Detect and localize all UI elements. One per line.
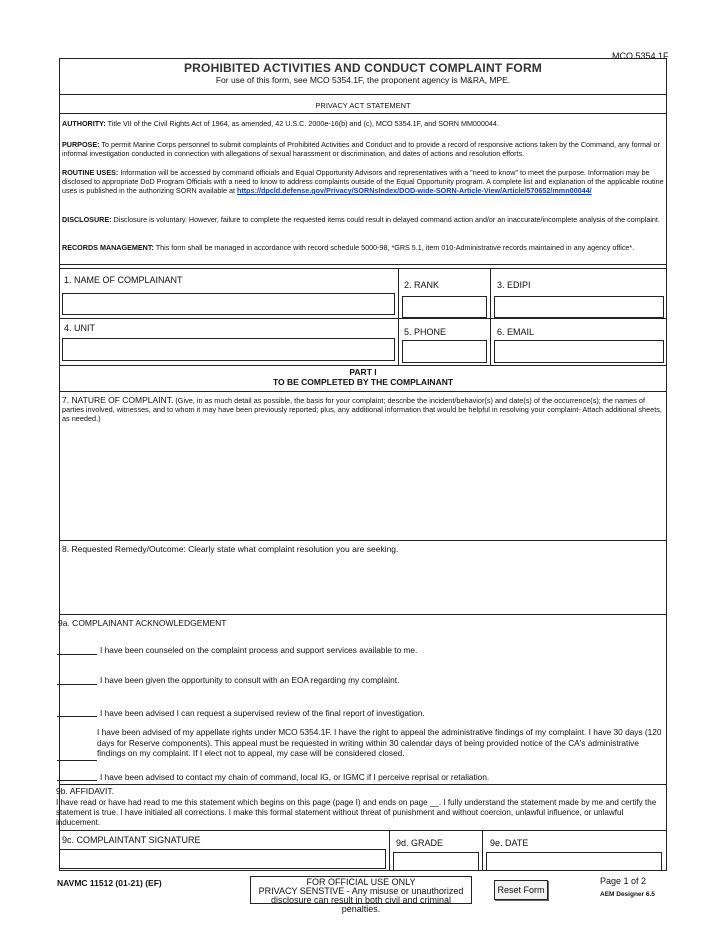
unit-input[interactable] xyxy=(62,338,395,361)
divider xyxy=(59,113,667,114)
affidavit-text: I have read or have had read to me this statement which begins on this page (page I) and ends on page __. I fully understand the statement made by me and certify the statement is true. I have initialed all corrections. I make this formal statement without threat of punishment and without coercion, unlawful influence, or unlawful inducement. xyxy=(56,798,657,827)
form-number-top: MCO 5354.1F xyxy=(612,51,669,61)
divider xyxy=(59,830,667,831)
ack-item-2: I have been given the opportunity to consult with an EOA regarding my complaint. xyxy=(100,675,400,685)
purpose-paragraph xyxy=(62,140,664,158)
divider xyxy=(59,365,667,366)
nature-label: 7. NATURE OF COMPLAINT. xyxy=(62,395,174,405)
form-subtitle: For use of this form, see MCO 5354.1F, the proponent agency is M&RA, MPE. xyxy=(215,75,511,85)
edipi-input[interactable] xyxy=(494,296,664,318)
part-heading xyxy=(59,367,667,387)
privacy-heading: PRIVACY ACT STATEMENT xyxy=(315,101,411,110)
acknowledgement-heading: 9a. COMPLAINANT ACKNOWLEDGEMENT xyxy=(58,618,227,628)
purpose-label: PURPOSE: xyxy=(62,140,100,149)
fouo-line-2: PRIVACY SENSTIVE - Any misuse or unauthorized xyxy=(258,886,464,896)
date-input[interactable] xyxy=(486,852,662,871)
remedy-textarea[interactable] xyxy=(62,558,666,616)
disclosure-text: Disclosure is voluntary. However, failure to complete the requested items could result in delayed command action and/or an inaccurate/incomplete analysis of the complaint. xyxy=(113,215,660,224)
fouo-line-3: disclosure can result in both civil and criminal penalties. xyxy=(270,895,452,914)
phone-input[interactable] xyxy=(402,340,487,363)
initial-blank-2[interactable] xyxy=(57,684,97,685)
column-divider xyxy=(482,830,483,871)
nature-paragraph xyxy=(62,396,664,423)
divider xyxy=(59,391,667,392)
nature-textarea[interactable] xyxy=(62,426,666,542)
divider xyxy=(59,268,667,269)
part-instruction: TO BE COMPLETED BY THE COMPLAINANT xyxy=(272,377,454,387)
divider xyxy=(59,614,667,615)
page-number: Page 1 of 2 xyxy=(600,876,647,886)
initial-blank-3[interactable] xyxy=(57,716,97,717)
initial-blank-4[interactable] xyxy=(57,760,97,761)
fouo-notice xyxy=(250,876,472,914)
divider xyxy=(59,264,667,265)
email-input[interactable] xyxy=(494,340,664,363)
grade-label: 9d. GRADE xyxy=(396,838,444,848)
form-id: NAVMC 11512 (01-21) (EF) xyxy=(57,878,162,888)
reset-form-button[interactable]: Reset Form xyxy=(494,880,548,900)
divider xyxy=(59,94,667,95)
designer-label: AEM Designer 6.5 xyxy=(600,891,655,898)
signature-field[interactable] xyxy=(59,849,386,869)
name-label: 1. NAME OF COMPLAINANT xyxy=(64,275,183,285)
authority-text: Title VII of the Civil Rights Act of 1964, as amended, 42 U.S.C. 2000e-16(b) and (c), MCO 5354.1F, and SORN MM000044. xyxy=(107,119,499,128)
records-paragraph xyxy=(62,243,664,252)
column-divider xyxy=(398,268,399,365)
sorn-link[interactable]: https://dpcld.defense.gov/Privacy/SORNsIndex/DOD-wide-SORN-Article-View/Article/570652/mmn00044/ xyxy=(237,186,592,195)
grade-input[interactable] xyxy=(393,852,479,871)
affidavit-heading: 9b. AFFIDAVIT. xyxy=(56,786,114,796)
ack-item-5: I have been advised to contact my chain of command, local IG, or IGMC if I perceive reprisal or retaliation. xyxy=(100,772,490,782)
disclosure-paragraph xyxy=(62,215,664,224)
nature-instructions: (Give, in as much detail as possible, the basis for your complaint; describe the incident/behavior(s) and date(s) of the occurrence(s); the names of parties involved, witnesses, and to whom it may have been previously reported; plus, any additional information that would be helpful in resolving your complaint- Attach additional sheets, as needed.) xyxy=(62,396,662,423)
phone-label: 5. PHONE xyxy=(404,327,447,337)
divider xyxy=(59,318,667,319)
unit-label: 4. UNIT xyxy=(64,323,96,333)
initial-blank-1[interactable] xyxy=(57,654,97,655)
name-input[interactable] xyxy=(62,293,395,315)
divider xyxy=(59,784,667,785)
remedy-label: 8. Requested Remedy/Outcome: Clearly state what complaint resolution you are seeking. xyxy=(62,544,399,554)
signature-label: 9c. COMPLAINTANT SIGNATURE xyxy=(62,835,201,845)
disclosure-label: DISCLOSURE: xyxy=(62,215,112,224)
column-divider xyxy=(490,268,491,365)
date-label: 9e. DATE xyxy=(490,838,529,848)
authority-label: AUTHORITY: xyxy=(62,119,106,128)
rank-label: 2. RANK xyxy=(404,280,440,290)
purpose-text: To permit Marine Corps personnel to submit complaints of Prohibited Activities and Conduct and to provide a record of responsive actions taken by the Command, any formal or informal investigation conducted in connection with allegations of sexual harassment or discrimination, and dates of actions and resolution efforts. xyxy=(62,140,660,158)
part-number: PART I xyxy=(349,367,377,377)
edipi-label: 3. EDIPI xyxy=(497,280,531,290)
routine-label: ROUTINE USES: xyxy=(62,168,119,177)
ack-item-3: I have been advised I can request a supervised review of the final report of investigation. xyxy=(100,708,425,718)
records-label: RECORDS MANAGEMENT: xyxy=(62,243,154,252)
ack-item-4: I have been advised of my appellate rights under MCO 5354.1F. I have the right to appeal the administrative findings of my complaint. I have 30 days (120 days for Reserve components). This appeal must be requested in writing within 30 calendar days of being provided notice of the CA's administrative findings on my complaint. If I elect not to appeal, my case will be considered closed. xyxy=(97,727,662,758)
divider xyxy=(59,540,667,541)
routine-text: Information will be accessed by command officials and Equal Opportunity Advisors and representatives with a "need to know" to meet the purpose. Information may be disclosed to appropriate DoD Program Officials with a need to know to address complaints outside of the Equal Opportunity program. A complete list and explanation of the applicable routine uses is published in the authorizing SORN available at xyxy=(62,168,664,195)
column-divider xyxy=(389,830,390,871)
records-text: This form shall be managed in accordance with record schedule 5000-98, *GRS 5.1, item 010-Administrative records maintained in any agency office*. xyxy=(155,243,635,252)
rank-input[interactable] xyxy=(402,296,487,318)
ack-item-1: I have been counseled on the complaint process and support services available to me. xyxy=(100,645,418,655)
email-label: 6. EMAIL xyxy=(497,327,535,337)
initial-blank-5[interactable] xyxy=(57,780,97,781)
routine-uses-paragraph xyxy=(62,168,664,195)
authority-paragraph xyxy=(62,119,664,128)
fouo-line-1: FOR OFFICIAL USE ONLY xyxy=(306,877,416,887)
form-title: PROHIBITED ACTIVITIES AND CONDUCT COMPLAINT FORM xyxy=(183,61,543,75)
